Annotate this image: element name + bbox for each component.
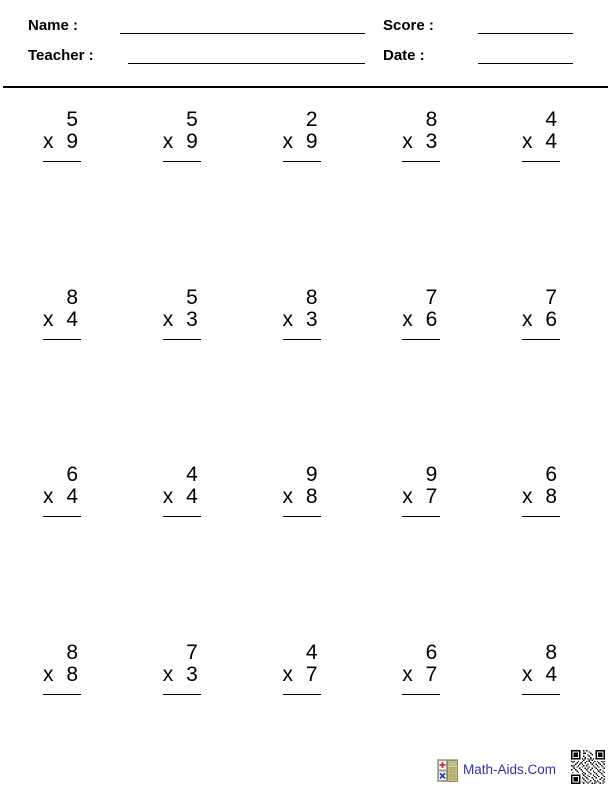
multiply-operator: x: [43, 485, 54, 509]
multiplicand: 6: [425, 640, 438, 664]
math-aids-logo-icon: [437, 758, 458, 787]
multiplier: 6: [425, 307, 438, 331]
date-label: Date :: [383, 47, 425, 64]
problem-cell: [402, 464, 440, 517]
name-blank-line: [120, 33, 365, 34]
qr-code-icon: [571, 750, 605, 789]
multiplicand: 8: [545, 640, 557, 664]
multiply-operator: x: [282, 307, 293, 331]
problem-cell: [283, 287, 321, 340]
multiply-operator: x: [402, 130, 413, 153]
problem-cell: [522, 287, 560, 340]
multiplicand: 7: [186, 640, 198, 664]
multiply-operator: x: [522, 485, 533, 509]
multiplicand: 5: [66, 108, 78, 131]
answer-line: [283, 694, 321, 695]
answer-line: [43, 339, 81, 340]
answer-line: [43, 161, 81, 162]
problem-cell: [283, 109, 321, 162]
problem-cell: [283, 642, 321, 695]
multiply-operator: x: [522, 662, 533, 686]
multiplier: 3: [305, 307, 318, 331]
multiply-operator: x: [402, 307, 413, 331]
teacher-blank-line: [128, 63, 365, 64]
multiplier: 4: [66, 307, 78, 331]
multiplicand: 8: [425, 108, 438, 131]
score-blank-line: [478, 33, 573, 34]
multiplier: 9: [66, 130, 78, 153]
multiplier: 8: [305, 485, 318, 509]
problem-cell: [402, 109, 440, 162]
teacher-label: Teacher :: [28, 47, 94, 64]
math-aids-link[interactable]: Math-Aids.Com: [463, 762, 557, 777]
problem-cell: [402, 642, 440, 695]
answer-line: [283, 516, 321, 517]
multiplicand: 9: [425, 463, 438, 487]
problem-cell: [163, 464, 201, 517]
multiply-operator: x: [522, 130, 533, 153]
problem-cell: [163, 287, 201, 340]
answer-line: [402, 339, 440, 340]
multiply-operator: x: [402, 485, 413, 509]
multiplicand: 4: [305, 640, 318, 664]
problem-cell: [522, 464, 560, 517]
multiply-operator: x: [522, 307, 533, 331]
answer-line: [402, 694, 440, 695]
date-blank-line: [478, 63, 573, 64]
score-label: Score :: [383, 17, 434, 34]
multiply-operator: x: [43, 307, 54, 331]
answer-line: [283, 339, 321, 340]
problem-cell: [163, 109, 201, 162]
multiplier: 9: [305, 130, 318, 153]
answer-line: [522, 516, 560, 517]
multiplier: 3: [186, 662, 198, 686]
problem-cell: [43, 642, 81, 695]
multiply-operator: x: [43, 662, 54, 686]
problem-cell: [43, 109, 81, 162]
multiplicand: 6: [66, 463, 78, 487]
multiplicand: 6: [545, 463, 557, 487]
multiplicand: 8: [66, 640, 78, 664]
answer-line: [402, 516, 440, 517]
multiplier: 8: [66, 662, 78, 686]
multiply-operator: x: [282, 130, 293, 153]
multiplicand: 8: [66, 285, 78, 309]
answer-line: [43, 516, 81, 517]
multiplier: 7: [425, 485, 438, 509]
multiply-operator: x: [162, 307, 174, 331]
answer-line: [163, 161, 201, 162]
problem-cell: [163, 642, 201, 695]
multiplier: 4: [66, 485, 78, 509]
answer-line: [163, 694, 201, 695]
multiplier: 8: [545, 485, 557, 509]
multiply-operator: x: [162, 662, 174, 686]
multiplicand: 7: [425, 285, 438, 309]
multiplicand: 4: [545, 108, 557, 131]
multiplier: 4: [545, 130, 557, 153]
problem-cell: [522, 109, 560, 162]
answer-line: [43, 694, 81, 695]
problems-grid: [43, 109, 612, 792]
multiplicand: 7: [545, 285, 557, 309]
problem-cell: [522, 642, 560, 695]
problem-cell: [402, 287, 440, 340]
multiply-operator: x: [402, 662, 413, 686]
multiplier: 4: [186, 485, 198, 509]
multiply-operator: x: [162, 485, 174, 509]
multiplier: 4: [545, 662, 557, 686]
multiplicand: 9: [305, 463, 318, 487]
name-label: Name :: [28, 17, 79, 34]
multiplier: 7: [425, 662, 438, 686]
multiplicand: 2: [305, 108, 318, 131]
multiplier: 3: [186, 307, 198, 331]
multiply-operator: x: [162, 130, 174, 153]
answer-line: [522, 694, 560, 695]
multiplier: 6: [545, 307, 557, 331]
multiplicand: 5: [186, 285, 198, 309]
answer-line: [163, 516, 201, 517]
multiply-operator: x: [43, 130, 54, 153]
answer-line: [522, 339, 560, 340]
multiplier: 3: [425, 130, 438, 153]
multiply-operator: x: [282, 485, 293, 509]
multiply-operator: x: [282, 662, 293, 686]
multiplicand: 8: [305, 285, 318, 309]
answer-line: [283, 161, 321, 162]
header-divider: [3, 86, 608, 88]
problem-cell: [43, 287, 81, 340]
answer-line: [163, 339, 201, 340]
problem-cell: [283, 464, 321, 517]
multiplicand: 5: [186, 108, 198, 131]
problem-cell: [43, 464, 81, 517]
answer-line: [522, 161, 560, 162]
multiplier: 7: [305, 662, 318, 686]
multiplier: 9: [186, 130, 198, 153]
multiplicand: 4: [186, 463, 198, 487]
answer-line: [402, 161, 440, 162]
